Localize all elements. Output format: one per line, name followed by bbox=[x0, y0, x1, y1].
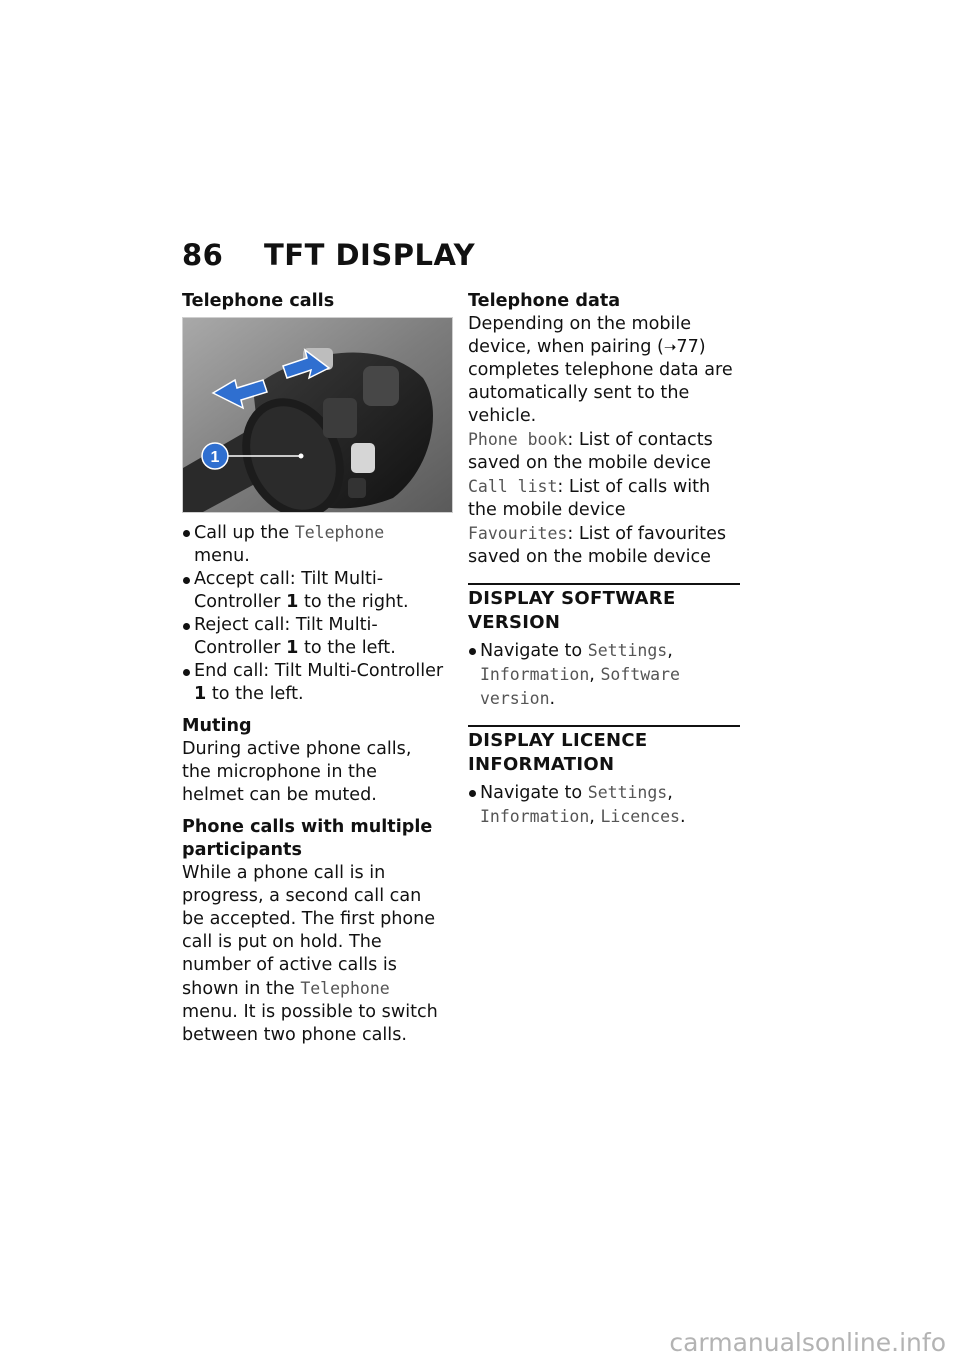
callout-number: 1 bbox=[210, 449, 220, 466]
call-list-item: Call list: List of calls with the mobile device bbox=[468, 477, 711, 520]
right-column bbox=[468, 290, 740, 829]
page-header bbox=[182, 238, 475, 272]
muting-heading: Muting bbox=[182, 716, 252, 736]
call-actions-list bbox=[182, 521, 444, 706]
licence-information-section bbox=[468, 725, 740, 829]
list-item: End call: Tilt Multi-Controller 1 to the left. bbox=[182, 660, 444, 706]
page-number: 86 bbox=[182, 238, 224, 272]
multi-participants-text: While a phone call is in progress, a second call can be accepted. The first phone call is put on hold. The number of active calls is shown in the Telephone menu. It is possible to switch between two phone calls. bbox=[182, 863, 438, 1045]
list-item: Navigate to Settings, Information, Software version. bbox=[468, 639, 740, 711]
muting-text: During active phone calls, the microphone in the helmet can be muted. bbox=[182, 739, 412, 805]
phone-book-item: Phone book: List of contacts saved on the mobile device bbox=[468, 430, 713, 473]
telephone-calls-heading: Telephone calls bbox=[182, 291, 335, 311]
software-version-heading: DISPLAY SOFTWARE VERSION bbox=[468, 588, 676, 633]
telephone-data-heading: Telephone data bbox=[468, 291, 621, 311]
telephone-data-text: Depending on the mobile device, when pairing (➝77) completes telephone data are automatically sent to the vehicle. bbox=[468, 314, 733, 426]
handlebar-controls-figure bbox=[182, 317, 453, 513]
page-title: TFT DISPLAY bbox=[264, 238, 476, 272]
page-reference-arrow-icon: ➝ bbox=[663, 338, 677, 356]
multi-participants-heading: Phone calls with multiple participants bbox=[182, 817, 433, 860]
list-item: Reject call: Tilt Multi-Controller 1 to the left. bbox=[182, 614, 444, 660]
list-item: Accept call: Tilt Multi-Controller 1 to the right. bbox=[182, 568, 444, 614]
left-column bbox=[182, 290, 444, 1047]
licence-information-heading: DISPLAY LICENCE INFORMATION bbox=[468, 730, 648, 775]
handlebar-photo bbox=[183, 318, 452, 512]
watermark: carmanualsonline.info bbox=[669, 1328, 946, 1357]
software-version-section bbox=[468, 583, 740, 711]
list-item: Call up the Telephone menu. bbox=[182, 521, 444, 568]
favourites-item: Favourites: List of favourites saved on the mobile device bbox=[468, 524, 727, 567]
list-item: Navigate to Settings, Information, Licences. bbox=[468, 781, 740, 829]
